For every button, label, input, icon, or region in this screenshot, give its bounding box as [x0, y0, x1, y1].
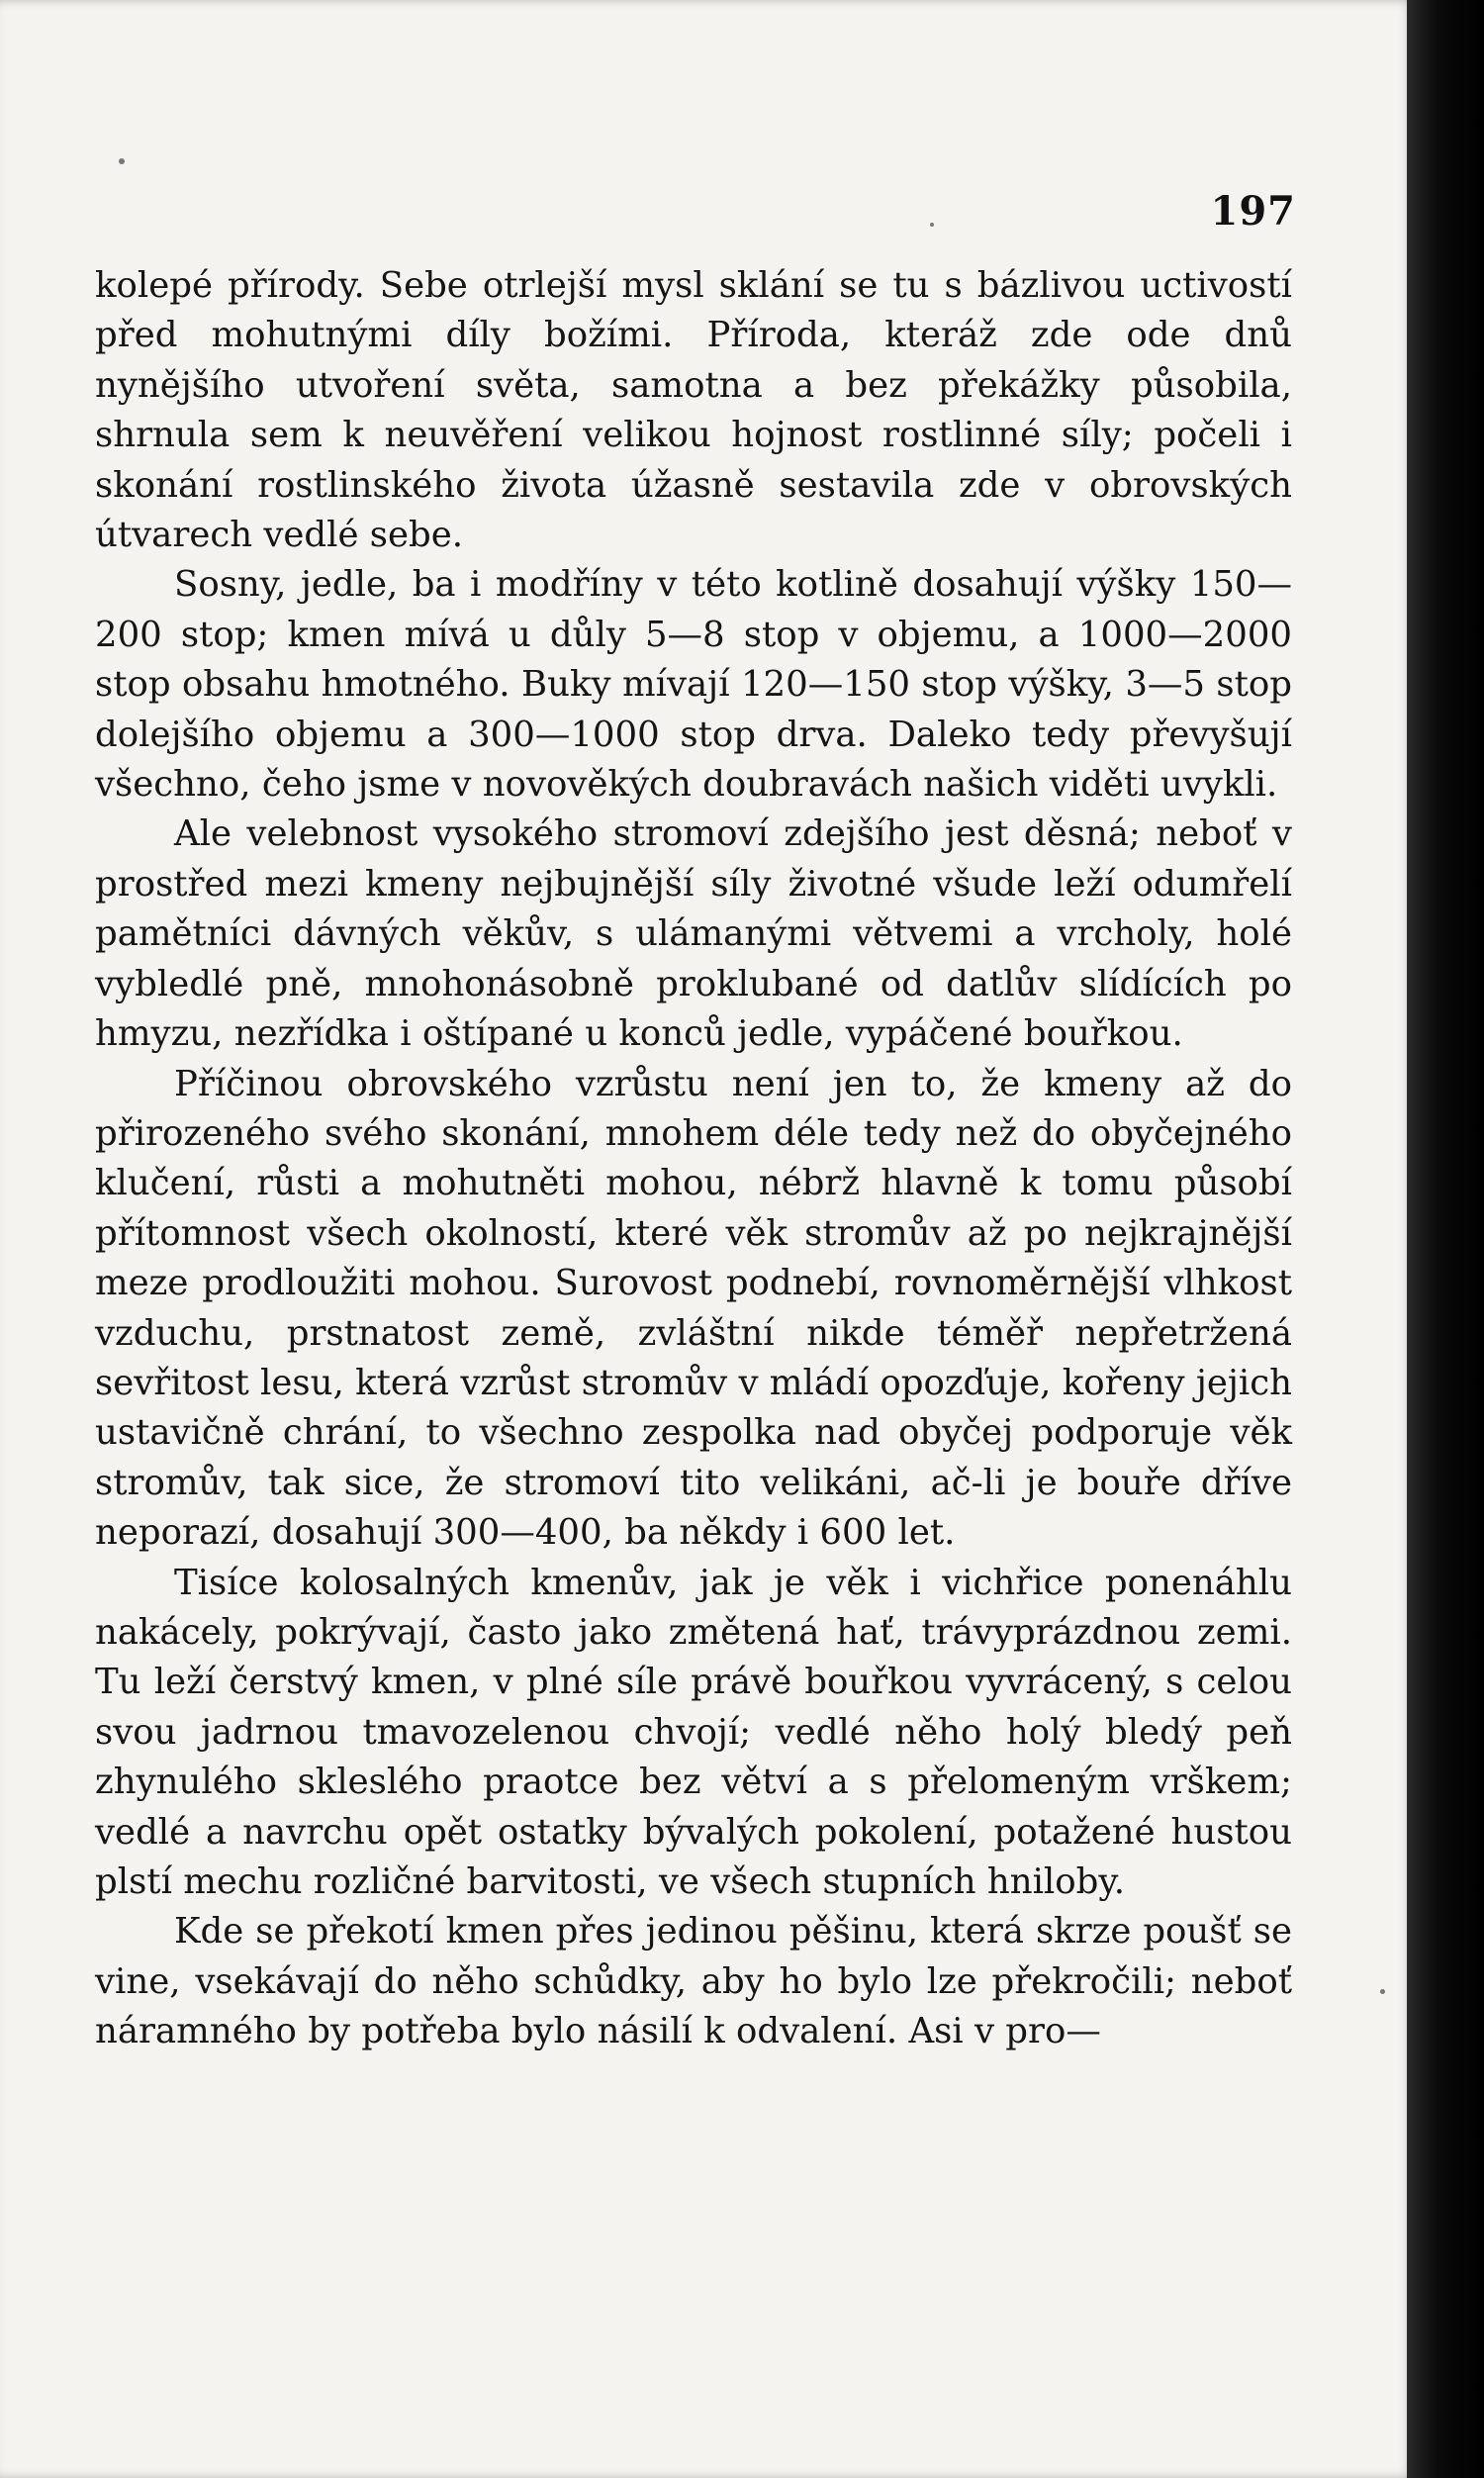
paragraph: Příčinou obrovského vzrůstu není jen to, že kmeny až do přirozeného svého skonání, mnohem déle tedy než do obyčejného klučení, růsti a mohutněti mohou, nébrž hlavně k tomu působí přítomnost všech okolností, které věk stromův až po nejkrajnější meze prodloužiti mohou. Surovost podnebí, rovnoměrnější vlhkost vzduchu, prstnatost země, zvláštní nikde téměř nepřetržená sevřitost lesu, která vzrůst stromův v mládí opozďuje, kořeny jejich ustavičně chrání, to všechno zespolka nad obyčej podporuje věk stromův, tak sice, že stromoví tito velikáni, ač-li je bouře dříve neporazí, dosahují 300—400, ba někdy i 600 let. — [95, 1063, 1292, 1554]
paper-speck — [930, 223, 934, 227]
paper-speck — [119, 158, 125, 164]
paragraph: Sosny, jedle, ba i modříny v této kotlině dosahují výšky 150—200 stop; kmen mívá u důly 5—8 stop v objemu, a 1000—2000 stop obsahu hmotného. Buky mívají 120—150 stop výšky, 3—5 stop dolejšího objemu a 300—1000 stop drva. Daleko tedy převyšují všechno, čeho jsme v novověkých doubravách našich viděti uvykli. — [95, 564, 1292, 806]
page-number: 197 — [1210, 188, 1296, 235]
paper-speck — [1380, 1989, 1385, 1994]
paragraph: Tisíce kolosalných kmenův, jak je věk i vichřice ponenáhlu nakácely, pokrývají, často jako změtená hať, trávyprázdnou zemi. Tu leží čerstvý kmen, v plné síle právě bouřkou vyvrácený, s celou svou jadrnou tmavozelenou chvojí; vedlé něho holý bledý peň zhynulého skleslého praotce bez větví a s přelomeným vrškem; vedlé a navrchu opět ostatky bývalých pokolení, potažené hustou plstí mechu rozličné barvitosti, ve všech stupních hniloby. — [95, 1562, 1292, 1902]
paragraph: Kde se překotí kmen přes jedinou pěšinu, která skrze poušť se vine, vsekávají do něho schůdky, aby ho bylo lze překročili; neboť náramného by potřeba bylo násilí k odvalení. Asi v pro— — [95, 1911, 1292, 2052]
scan-edge — [1407, 0, 1484, 2478]
paragraph-continuation: kolepé přírody. Sebe otrlejší mysl sklání se tu s bázlivou uctivostí před mohutnými díly božími. Příroda, kteráž zde ode dnů nynějšího utvoření světa, samotna a bez překážky působila, shrnula sem k neuvěření velikou hojnost rostlinné síly; počeli i skonání rostlinského života úžasně sestavila zde v obrovských útvarech vedlé sebe. — [95, 265, 1292, 556]
paragraph: Ale velebnost vysokého stromoví zdejšího jest děsná; neboť v prostřed mezi kmeny nejbujnější síly životné všude leží odumřelí pamětníci dávných věkův, s ulámanými větvemi a vrcholy, holé vybledlé pně, mnohonásobně proklubané od datlův slídících po hmyzu, nezřídka i oštípané u konců jedle, vypáčené bouřkou. — [95, 813, 1292, 1055]
body-text — [95, 261, 1292, 2057]
